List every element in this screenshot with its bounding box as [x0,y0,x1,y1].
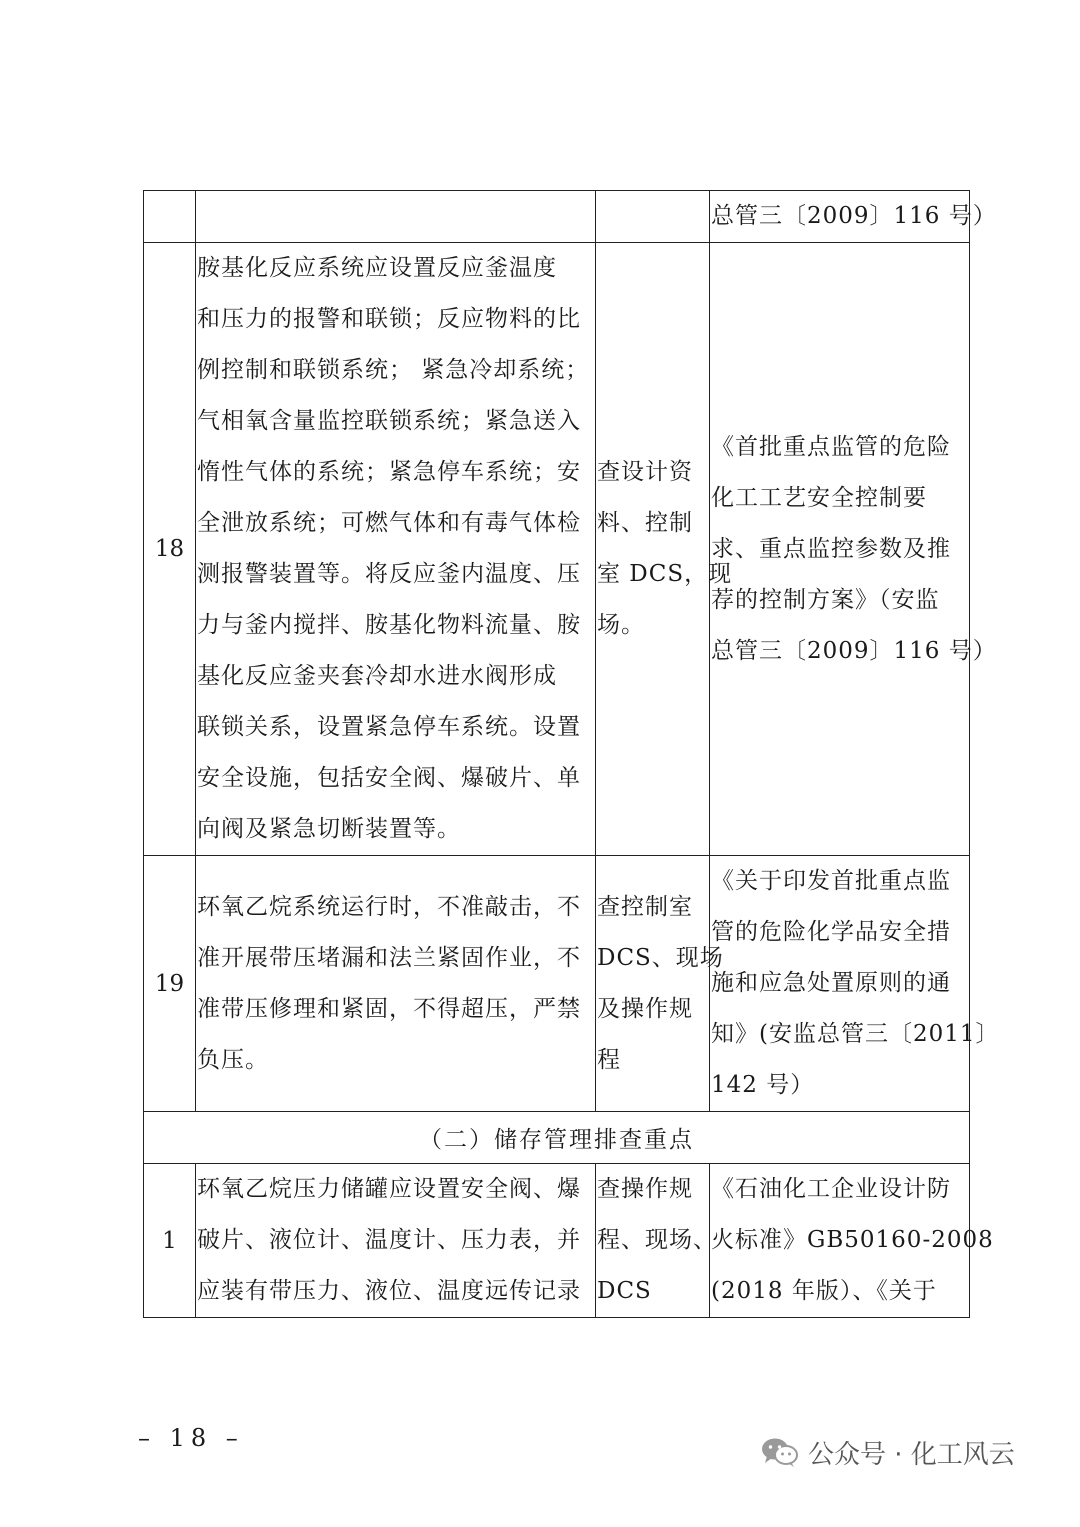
content-line: 联锁关系，设置紧急停车系统。设置 [197,714,581,740]
watermark-text: 公众号 · 化工风云 [808,1439,1015,1470]
cell-basis [710,243,997,856]
table-row-19 [144,856,970,1112]
basis-line: (2018 年版）、《关于 [711,1278,937,1304]
content-line: 和压力的报警和联锁；反应物料的比 [197,306,581,332]
content-line: 安全设施，包括安全阀、爆破片、单 [197,765,581,791]
row-number: 18 [144,243,196,856]
basis-line: 火标准》GB50160-2008 [711,1227,994,1253]
method-line: 场。 [597,612,645,638]
basis-line: 总管三〔2009〕116 号） [711,637,997,664]
table-row-continuation [144,191,970,243]
cell-method [596,191,710,243]
content-line: 气相氧含量监控联锁系统；紧急送入 [197,408,581,434]
row-number: 19 [144,856,196,1112]
wechat-icon [760,1436,800,1468]
cell-no [144,191,196,243]
cell-content [196,191,596,243]
method-line: DCS、现场 [597,944,724,971]
method-line: 料、控制 [597,510,693,536]
content-line: 负压。 [197,1046,269,1073]
content-line: 准开展带压堵漏和法兰紧固作业，不 [197,944,581,971]
table-row-18 [144,243,970,856]
page-number: – 18 – [138,1424,244,1452]
content-line: 环氧乙烷系统运行时，不准敲击，不 [197,893,581,920]
basis-line: 《石油化工企业设计防 [711,1176,951,1202]
basis-line: 求、重点监控参数及推 [711,535,951,562]
content-line: 例控制和联锁系统； 紧急冷却系统； [197,357,590,383]
row-number: 1 [144,1164,196,1318]
basis-line: 总管三〔2009〕116 号） [711,203,997,229]
content-line: 基化反应釜夹套冷却水进水阀形成 [197,663,557,689]
basis-line: 《首批重点监管的危险 [711,433,951,460]
basis-line: 《关于印发首批重点监 [711,868,951,894]
regulation-table [143,190,1000,1318]
cell-content [196,1164,596,1318]
method-line: DCS [597,1278,652,1304]
method-line: 查控制室 [597,893,693,920]
content-line: 胺基化反应系统应设置反应釜温度 [197,255,557,281]
basis-line: 施和应急处置原则的通 [711,970,951,996]
cell-method [596,856,724,1112]
method-line: 查操作规 [597,1176,693,1202]
method-line: 及操作规 [597,995,693,1022]
method-line: 程、现场、 [597,1227,717,1253]
content-line: 应装有带压力、液位、温度远传记录 [197,1278,581,1304]
content-line: 全泄放系统；可燃气体和有毒气体检 [197,510,581,536]
watermark [760,1432,1015,1472]
cell-basis [710,191,997,243]
cell-content [196,856,596,1112]
content-line: 破片、液位计、温度计、压力表，并 [197,1227,581,1253]
method-line: 查设计资 [597,459,693,485]
method-line: 室 DCS，现 [597,561,733,587]
method-line: 程 [597,1046,621,1073]
cell-content [196,243,596,856]
basis-line: 管的危险化学品安全措 [711,919,951,945]
basis-line: 知》(安监总管三〔2011〕 [711,1021,1000,1047]
cell-basis [710,1164,994,1318]
cell-method [596,243,733,856]
content-line: 测报警装置等。将反应釜内温度、压 [197,561,581,587]
section-title: （二）储存管理排查重点 [144,1112,970,1164]
section-header-row [144,1112,970,1164]
content-line: 力与釜内搅拌、胺基化物料流量、胺 [197,612,581,638]
content-line: 准带压修理和紧固，不得超压，严禁 [197,995,581,1022]
cell-basis [710,856,1000,1112]
content-line: 惰性气体的系统；紧急停车系统；安 [197,459,581,485]
content-line: 环氧乙烷压力储罐应设置安全阀、爆 [197,1176,581,1202]
basis-line: 荐的控制方案》（安监 [711,586,940,613]
content-line: 向阀及紧急切断装置等。 [197,816,461,842]
basis-line: 化工工艺安全控制要 [711,484,927,511]
cell-method [596,1164,717,1318]
basis-line: 142 号） [711,1072,815,1098]
table-row-s2-1 [144,1164,970,1318]
